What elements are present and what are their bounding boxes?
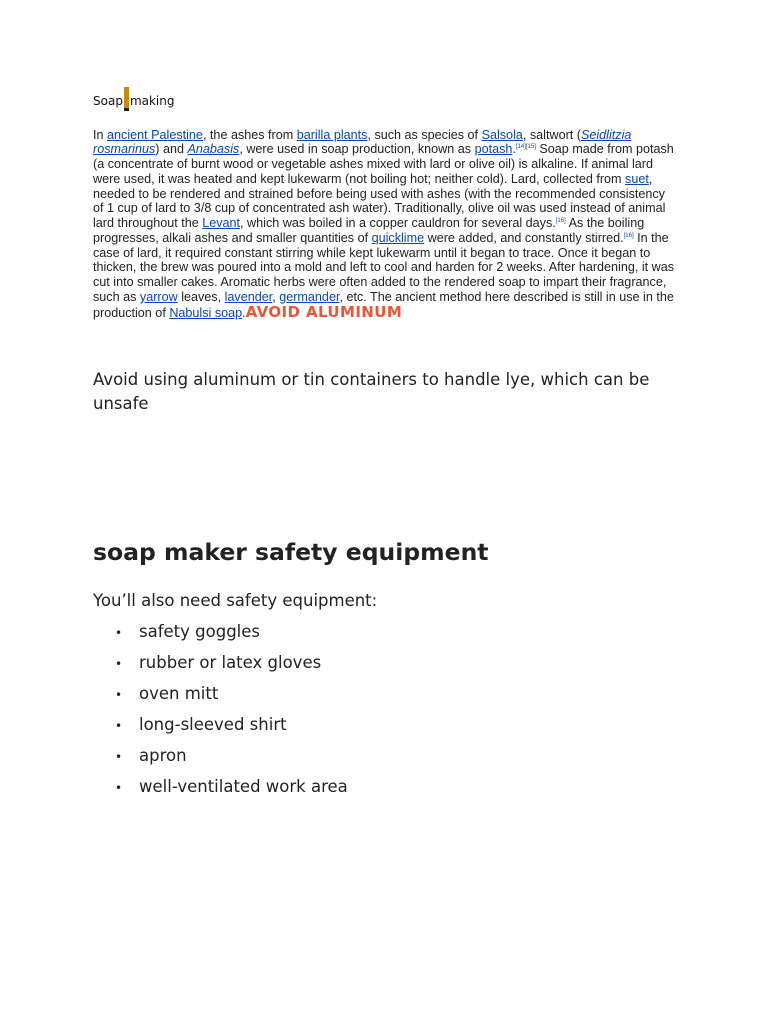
bullet-icon: • (115, 719, 123, 733)
bullet-icon: • (115, 657, 123, 671)
paragraph-text: , needed to be rendered and strained before being used with ashes (with the recommended consistency of 1 cup of lard to 3/8 cup of concentrated ash water). Traditionally, olive oil was used instead of animal lard throughout the (93, 171, 666, 231)
paragraph-text: . (242, 305, 246, 320)
list-item-label: rubber or latex gloves (139, 653, 322, 672)
list-item (93, 681, 348, 712)
link-seidlitzia-rosmarinus[interactable]: Seidlitzia rosmarinus (93, 127, 632, 157)
bullet-icon: • (115, 688, 123, 702)
link-lavender[interactable]: lavender (224, 289, 273, 304)
paragraph-text: In (93, 127, 108, 142)
link-nabulsi-soap[interactable]: Nabulsi soap (169, 305, 243, 320)
list-item-label: oven mitt (139, 684, 219, 703)
paragraph-text: , were used in soap production, known as (239, 142, 475, 157)
safety-equipment-list (93, 619, 348, 805)
bullet-icon: • (115, 781, 123, 795)
list-item (93, 712, 348, 743)
reference-16[interactable]: [16] (555, 218, 566, 225)
paragraph-text: , such as species of (367, 127, 482, 142)
list-item-label: well-ventilated work area (139, 777, 348, 796)
link-yarrow[interactable]: yarrow (139, 289, 178, 304)
list-item (93, 619, 348, 650)
reference-16[interactable]: [16] (623, 232, 634, 239)
link-anabasis[interactable]: Anabasis (187, 142, 240, 157)
safety-intro-text: You’ll also need safety equipment: (93, 590, 378, 610)
paragraph-text: As the boiling progresses, alkali ashes and smaller quantities of (93, 216, 645, 245)
paragraph-text: In the case of lard, it required constant stirring while kept lukewarm until it began to trace. Once it began to thicken, the brew was poured into a mold and left to cool and harden for 2 weeks. After hardening, it was cut into smaller cakes. Aromatic herbs were often added to the rendered soap to impart their fragrance, such as (93, 230, 675, 304)
title-word-soap: Soap (93, 94, 123, 108)
paragraph-text: were added, and constantly stirred. (424, 230, 624, 245)
link-potash[interactable]: potash (474, 142, 513, 157)
paragraph-text: , saltwort ( (522, 127, 581, 142)
history-paragraph (93, 128, 678, 321)
list-item-label: apron (139, 746, 187, 765)
bullet-icon: • (115, 626, 123, 640)
paragraph-text: , which was boiled in a copper cauldron for several days. (240, 216, 556, 231)
paragraph-text: , the ashes from (202, 127, 297, 142)
link-germander[interactable]: germander (279, 289, 340, 304)
link-ancient-palestine[interactable]: ancient Palestine (107, 127, 203, 142)
link-suet[interactable]: suet (625, 171, 649, 186)
list-item (93, 774, 348, 805)
paragraph-text: . (512, 142, 516, 157)
paragraph-text: Soap made from potash (a concentrate of burnt wood or vegetable ashes mixed with lard or olive oil) is alkaline. If animal lard were used, it was heated and kept lukewarm (not boiling hot; neither cold). Lard, collected from (93, 142, 674, 186)
bullet-icon: • (115, 750, 123, 764)
document-title (93, 87, 175, 111)
avoid-aluminum-heading: AVOID ALUMINUM (245, 302, 403, 321)
list-item-label: safety goggles (139, 622, 260, 641)
aluminum-warning-text: Avoid using aluminum or tin containers to handle lye, which can be unsafe (93, 369, 650, 413)
link-levant[interactable]: Levant (202, 216, 241, 231)
paragraph-text: leaves, (177, 289, 225, 304)
link-barilla-plants[interactable]: barilla plants (296, 127, 368, 142)
paragraph-text: , (272, 289, 280, 304)
list-item-label: long-sleeved shirt (139, 715, 287, 734)
text-cursor-marker (124, 87, 129, 111)
paragraph-text: , etc. The ancient method here described is still in use in the production of (93, 289, 674, 320)
reference-14-15[interactable]: [14][15] (515, 144, 536, 151)
title-word-making: making (129, 94, 175, 108)
link-quicklime[interactable]: quicklime (371, 230, 425, 245)
list-item (93, 650, 348, 681)
list-item (93, 743, 348, 774)
paragraph-text: ) and (155, 142, 188, 157)
safety-equipment-heading: soap maker safety equipment (93, 537, 489, 566)
link-salsola[interactable]: Salsola (481, 127, 523, 142)
